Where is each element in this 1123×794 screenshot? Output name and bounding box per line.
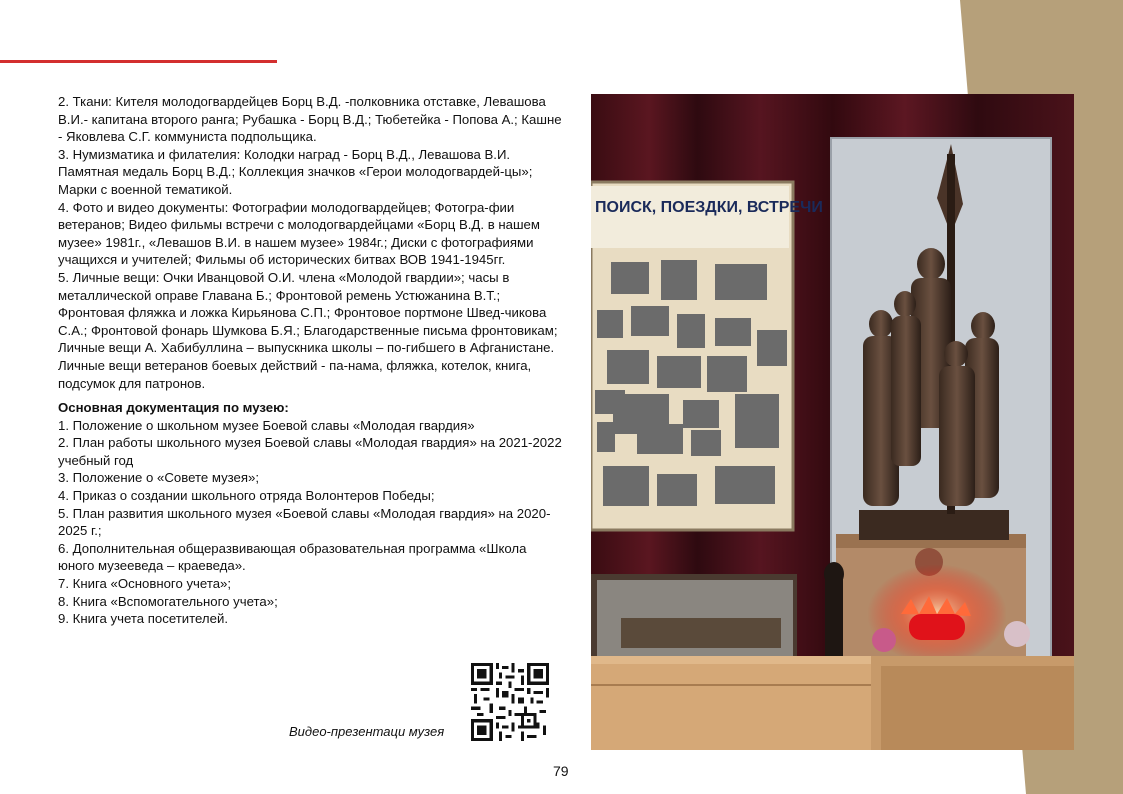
paragraph-personal-items: 5. Личные вещи: Очки Иванцовой О.И. члена «Молодой гвардии»; часы в металлической оправе Главана Б.; Фронтовой ремень Устюжанина В.Т.; Фронтовая фляжка и ложка Кирьянова С.П.; Фронтовое портмоне Швед-чикова С.А.; Фронтовой фонарь Шумкова Б.Я.; Благодарственные письма фронтовикам; Личные вещи А. Хабибуллина – выпускника школы – по-гибшего в Афганистане. Личные вещи ветеранов боевых действий - па-нама, фляжка, котелок, книга, подсумок для патронов.	[58, 269, 558, 391]
doc-item: 8. Книга «Вспомогательного учета»;	[58, 593, 278, 609]
doc-item: 9. Книга учета посетителей.	[58, 611, 228, 627]
doc-item: 4. Приказ о создании школьного отряда Волонтеров Победы;	[58, 488, 435, 504]
doc-item: 3. Положение о «Совете музея»;	[58, 470, 260, 486]
paragraph-numismatics: 3. Нумизматика и филателия: Колодки наград - Борц В.Д., Левашова В.И. Памятная медаль Борц В.Д.; Коллекция значков «Герои молодогвардей-цы»; Марки с военной тематикой.	[58, 146, 533, 197]
doc-item: 7. Книга «Основного учета»;	[58, 576, 232, 592]
qr-caption: Видео-презентаци музея	[289, 724, 445, 739]
docs-heading: Основная документация по музею:	[58, 400, 289, 416]
doc-item: 2. План работы школьного музея Боевой славы «Молодая гвардия» на 2021-2022 учебный год	[58, 435, 562, 468]
museum-photo	[591, 94, 1074, 750]
paragraph-textiles: 2. Ткани: Кителя молодогвардейцев Борц В.Д. -полковника отставке, Левашова В.И.- капитана второго ранга; Рубашка - Борц В.Д.; Тюбетейка - Попова А.; Кашне - Яковлева С.Г. коммуниста подпольщика.	[58, 94, 562, 145]
qr-code[interactable]	[471, 663, 549, 741]
page-number: 79	[553, 763, 569, 779]
doc-item: 6. Дополнительная общеразвивающая образовательная программа «Школа юного музееведа – краеведа».	[58, 540, 527, 574]
photo-banner-text: ПОИСК, ПОЕЗДКИ, ВСТРЕЧИ	[595, 199, 823, 216]
doc-item: 5. План развития школьного музея «Боевой славы «Молодая гвардия» на 2020-2025 г.;	[58, 505, 551, 539]
doc-item: 1. Положение о школьном музее Боевой славы «Молодая гвардия»	[58, 417, 475, 433]
paragraph-photo-video: 4. Фото и видео документы: Фотографии молодогвардейцев; Фотогра-фии ветеранов; Видео фильмы встречи с молодогвардейцами «Борц В.Д. в нашем музее» 1981г., «Левашов В.И. в нашем музее» 1984г.; Диски с фотографиями учащихся и учителей; Фильмы об исторических битвах ВОВ 1941-1945гг.	[58, 199, 540, 268]
red-accent-rule	[0, 60, 277, 63]
main-text-column	[58, 93, 563, 628]
